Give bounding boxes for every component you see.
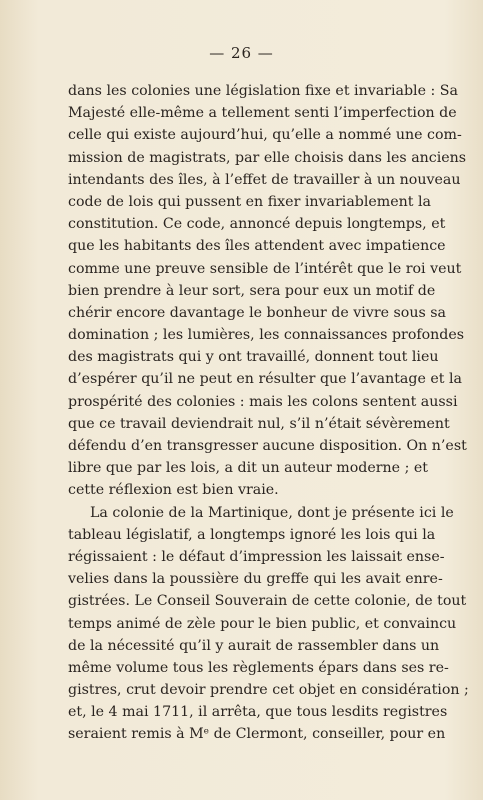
text-line: bien prendre à leur sort, sera pour eux un motif de — [68, 282, 436, 299]
text-line: constitution. Ce code, annoncé depuis longtemps, et — [68, 216, 446, 233]
text-line: que ce travail deviendrait nul, s’il n’était sévèrement — [68, 415, 450, 432]
body-text — [68, 80, 469, 746]
text-line: mission de magistrats, par elle choisis dans les anciens — [68, 149, 467, 166]
text-line: chérir encore davantage le bonheur de vivre sous sa — [68, 304, 446, 321]
text-line: prospérité des colonies : mais les colons sentent aussi — [68, 393, 458, 410]
text-line: domination ; les lumières, les connaissances profondes — [68, 327, 465, 344]
paragraph-start-line: La colonie de la Martinique, dont je présente ici le — [90, 504, 454, 521]
text-line: intendants des îles, à l’effet de travailler à un nouveau — [68, 171, 461, 188]
page-number: — 26 — — [209, 44, 274, 62]
text-line: régissaient : le défaut d’impression les laissait ense- — [68, 548, 445, 565]
text-line: tableau législatif, a longtemps ignoré les lois qui la — [68, 526, 436, 543]
text-line: défendu d’en transgresser aucune disposition. On n’est — [68, 438, 467, 454]
text-line: des magistrats qui y ont travaillé, donnent tout lieu — [68, 349, 439, 366]
text-line: celle qui existe aujourd’hui, qu’elle a nommé une com- — [68, 127, 462, 144]
text-line: dans les colonies une législation fixe et invariable : Sa — [68, 83, 458, 99]
text-line: gistres, crut devoir prendre cet objet en considération ; — [68, 682, 469, 699]
text-line: et, le 4 mai 1711, il arrêta, que tous lesdits registres — [68, 704, 448, 721]
text-line: seraient remis à Mᵉ de Clermont, conseiller, pour en — [68, 726, 446, 743]
text-line: même volume tous les règlements épars dans ses re- — [68, 659, 449, 676]
text-line: gistrées. Le Conseil Souverain de cette colonie, de tout — [68, 593, 467, 610]
text-line: Majesté elle-même a tellement senti l’imperfection de — [68, 105, 457, 122]
text-line: cette réflexion est bien vraie. — [68, 482, 279, 499]
text-line: comme une preuve sensible de l’intérêt que le roi veut — [68, 260, 462, 277]
text-line: code de lois qui pussent en fixer invariablement la — [68, 193, 431, 210]
text-line: d’espérer qu’il ne peut en résulter que l’avantage et la — [68, 371, 462, 388]
text-line: de la nécessité qu’il y aurait de rassembler dans un — [68, 637, 440, 654]
text-line: temps animé de zèle pour le bien public, et convaincu — [68, 615, 457, 632]
text-line: libre que par les lois, a dit un auteur moderne ; et — [68, 460, 428, 477]
text-line: que les habitants des îles attendent avec impatience — [68, 238, 446, 255]
text-line: velies dans la poussière du greffe qui les avait enre- — [68, 571, 443, 588]
